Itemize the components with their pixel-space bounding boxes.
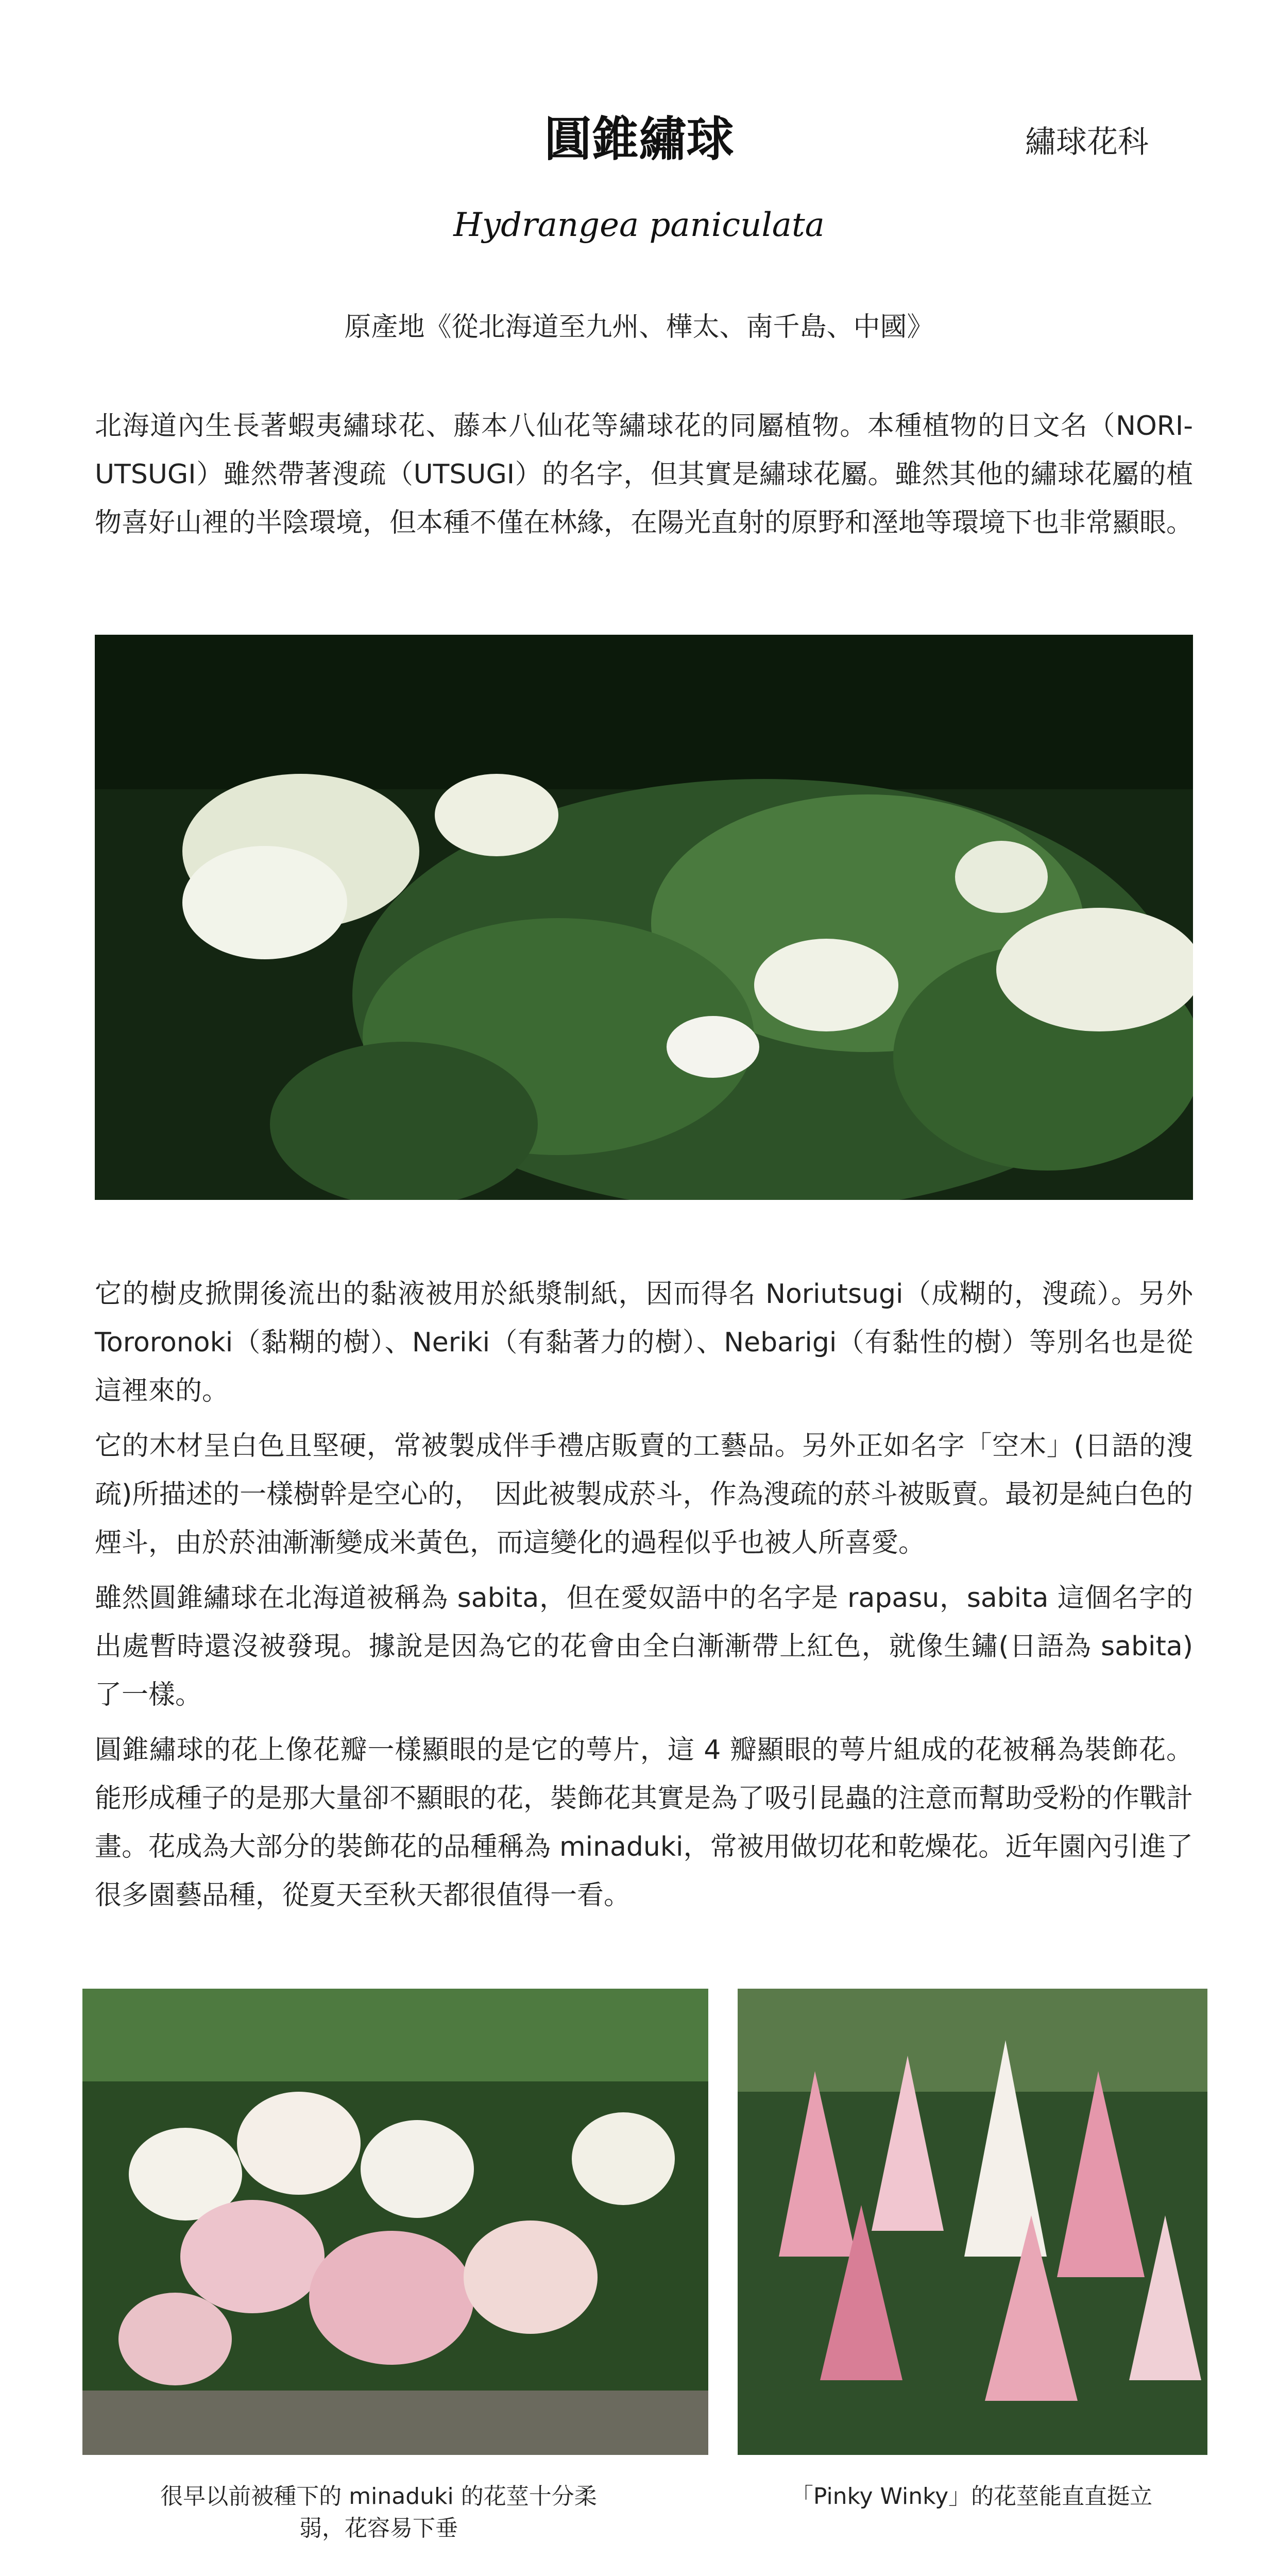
family-label: 繡球花科 bbox=[1025, 124, 1149, 160]
gallery-photo-pinky-winky bbox=[738, 1989, 1207, 2455]
scientific-name: Hydrangea paniculata bbox=[453, 206, 825, 244]
body-paragraph: 圓錐繡球的花上像花瓣一樣顯眼的是它的萼片，這 4 瓣顯眼的萼片組成的花被稱為裝飾花。能形成種子的是那大量卻不顯眼的花，裝飾花其實是為了吸引昆蟲的注意而幫助受粉的作戰計畫。花成為大部分的裝飾花的品種稱為 minaduki，常被用做切花和乾燥花。近年園內引進了很多園藝品種，從夏天至秋天都很值得一看。 bbox=[95, 1735, 1194, 1911]
body-paragraph: 它的木材呈白色且堅硬，常被製成伴手禮店販賣的工藝品。另外正如名字「空木」(日語的溲疏)所描述的一樣樹幹是空心的， 因此被製成菸斗，作為溲疏的菸斗被販賣。最初是純白色的煙斗，由於菸油漸漸變成米黃色，而這變化的過程似乎也被人所喜愛。 bbox=[95, 1431, 1193, 1558]
caption-pinky-winky: 「Pinky Winky」的花莖能直直挺立 bbox=[790, 2483, 1153, 2510]
gallery-photo-minaduki bbox=[82, 1989, 708, 2455]
intro-paragraph: 北海道內生長著蝦夷繡球花、藤本八仙花等繡球花的同屬植物。本種植物的日文名（NORI-UTSUGI）雖然帶著溲疏（UTSUGI）的名字，但其實是繡球花屬。雖然其他的繡球花屬的植物喜好山裡的半陰環境，但本種不僅在林緣，在陽光直射的原野和溼地等環境下也非常顯眼。 bbox=[95, 411, 1194, 538]
body-paragraph: 它的樹皮掀開後流出的黏液被用於紙漿制紙，因而得名 Noriutsugi（成糊的，溲疏）。另外 Tororonoki（黏糊的樹）、Neriki（有黏著力的樹）、Nebarigi（有黏性的樹）等別名也是從這裡來的。 bbox=[95, 1279, 1193, 1406]
body-paragraph: 雖然圓錐繡球在北海道被稱為 sabita，但在愛奴語中的名字是 rapasu，sabita 這個名字的出處暫時還沒被發現。據說是因為它的花會由全白漸漸帶上紅色，就像生鏽(日語為 sabita) 了一樣。 bbox=[95, 1583, 1193, 1710]
main-photo bbox=[95, 635, 1193, 1200]
origin-text: 原產地《從北海道至九州、樺太、南千島、中國》 bbox=[344, 312, 934, 343]
caption-minaduki: 很早以前被種下的 minaduki 的花莖十分柔弱，花容易下垂 bbox=[160, 2483, 597, 2541]
page-title: 圓錐繡球 bbox=[544, 111, 734, 167]
